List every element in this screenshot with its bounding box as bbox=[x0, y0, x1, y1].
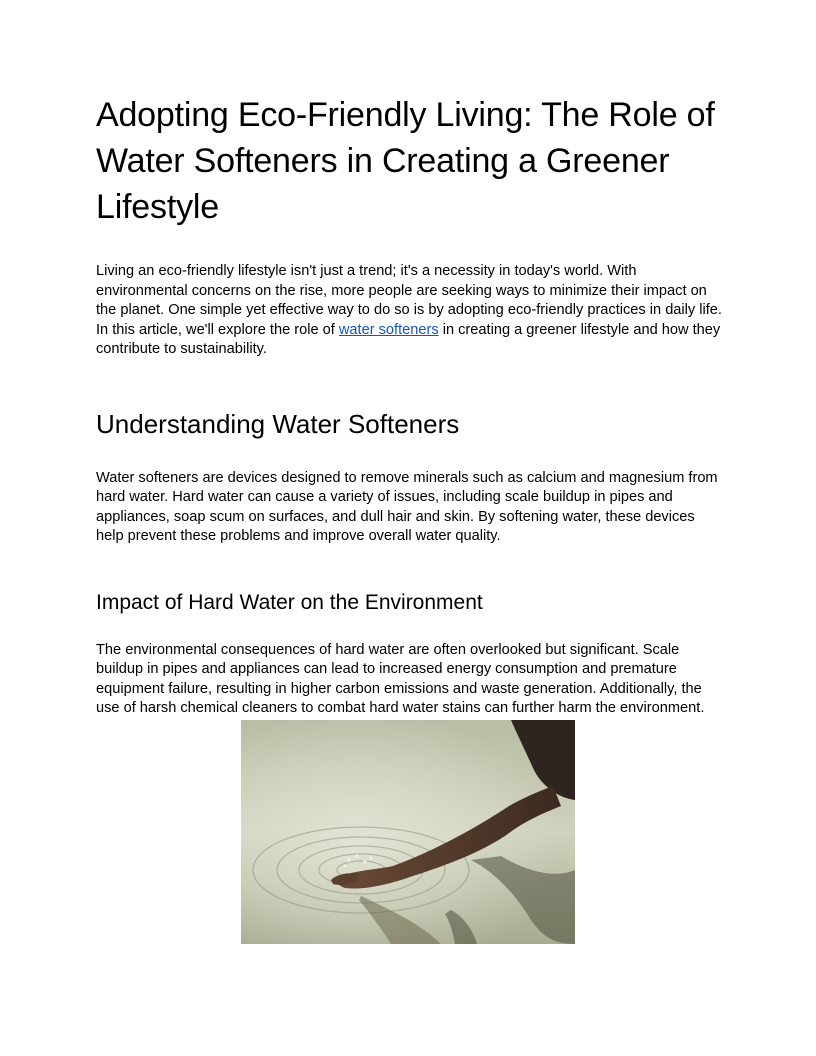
intro-paragraph bbox=[96, 262, 726, 360]
section-heading-understanding: Understanding Water Softeners bbox=[96, 408, 460, 439]
water-softeners-link[interactable]: water softeners bbox=[338, 321, 439, 338]
article-title: Adopting Eco-Friendly Living: The Role of Water Softeners in Creating a Greener Lifestyle bbox=[96, 96, 715, 226]
article-content bbox=[96, 92, 726, 719]
section-heading-impact: Impact of Hard Water on the Environment bbox=[96, 590, 483, 614]
intro-text-before-link: Living an eco-friendly lifestyle isn't just a trend; it's a necessity in today's world. With environmental concerns on the rise, more people are seeking ways to minimize their impact on the planet. One simple yet effective way to do so is by adopting eco-friendly practices in daily life. In this article, we'll explore the role of bbox=[96, 263, 722, 338]
section-paragraph-understanding: Water softeners are devices designed to remove minerals such as calcium and magnesium from hard water. Hard water can cause a variety of issues, including scale buildup in pipes and appliances, soap scum on surfaces, and dull hair and skin. By softening water, these devices help prevent these problems and improve overall water quality. bbox=[96, 469, 718, 544]
section-paragraph-impact: The environmental consequences of hard water are often overlooked but significant. Scale buildup in pipes and appliances can lead to increased energy consumption and premature equipment failure, resulting in higher carbon emissions and waste generation. Additionally, the use of harsh chemical cleaners to combat hard water stains can further harm the environment. bbox=[96, 641, 705, 716]
intro-text-after-link: in creating a greener lifestyle and how they contribute to sustainability. bbox=[96, 321, 721, 357]
hand-touching-water-photo bbox=[241, 720, 575, 944]
